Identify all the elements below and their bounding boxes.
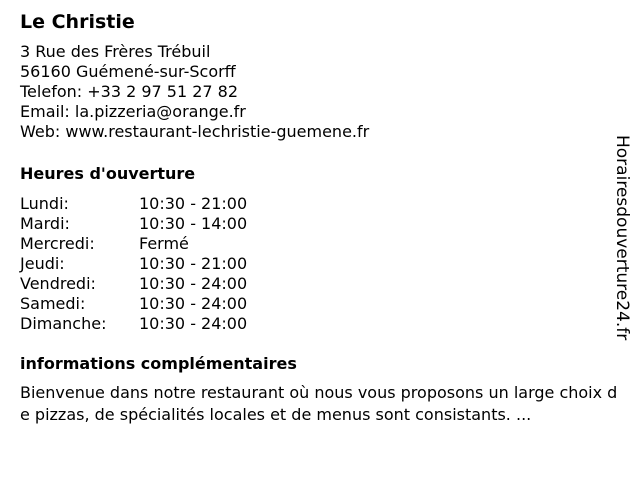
business-name: Le Christie	[20, 11, 135, 33]
day-label: Mardi:	[20, 214, 70, 233]
day-label: Mercredi:	[20, 234, 95, 253]
opening-hours-heading: Heures d'ouverture	[20, 164, 196, 183]
day-label: Dimanche:	[20, 314, 107, 333]
business-card	[20, 10, 620, 142]
time-value: 10:30 - 21:00	[139, 194, 248, 213]
website-url: Web: www.restaurant-lechristie-guemene.fr	[20, 122, 370, 141]
address-street: 3 Rue des Frères Trébuil	[20, 42, 211, 61]
time-value: 10:30 - 14:00	[139, 214, 248, 233]
phone-number: Telefon: +33 2 97 51 27 82	[20, 82, 239, 101]
time-value: 10:30 - 21:00	[139, 254, 248, 273]
email-address: Email: la.pizzeria@orange.fr	[20, 102, 246, 121]
day-label: Lundi:	[20, 194, 69, 213]
additional-info-text: Bienvenue dans notre restaurant où nous vous proposons un large choix de pizzas, de spécialités locales et de menus sont consistants. ...	[20, 383, 618, 424]
day-label: Samedi:	[20, 294, 86, 313]
time-value: 10:30 - 24:00	[139, 294, 248, 313]
day-label: Vendredi:	[20, 274, 96, 293]
day-label: Jeudi:	[20, 254, 65, 273]
time-value: Fermé	[139, 234, 189, 253]
time-value: 10:30 - 24:00	[139, 314, 248, 333]
time-value: 10:30 - 24:00	[139, 274, 248, 293]
additional-info-heading: informations complémentaires	[20, 354, 297, 373]
site-watermark: Horairesdouverture24.fr	[612, 135, 632, 341]
address-city: 56160 Guémené-sur-Scorff	[20, 62, 236, 81]
